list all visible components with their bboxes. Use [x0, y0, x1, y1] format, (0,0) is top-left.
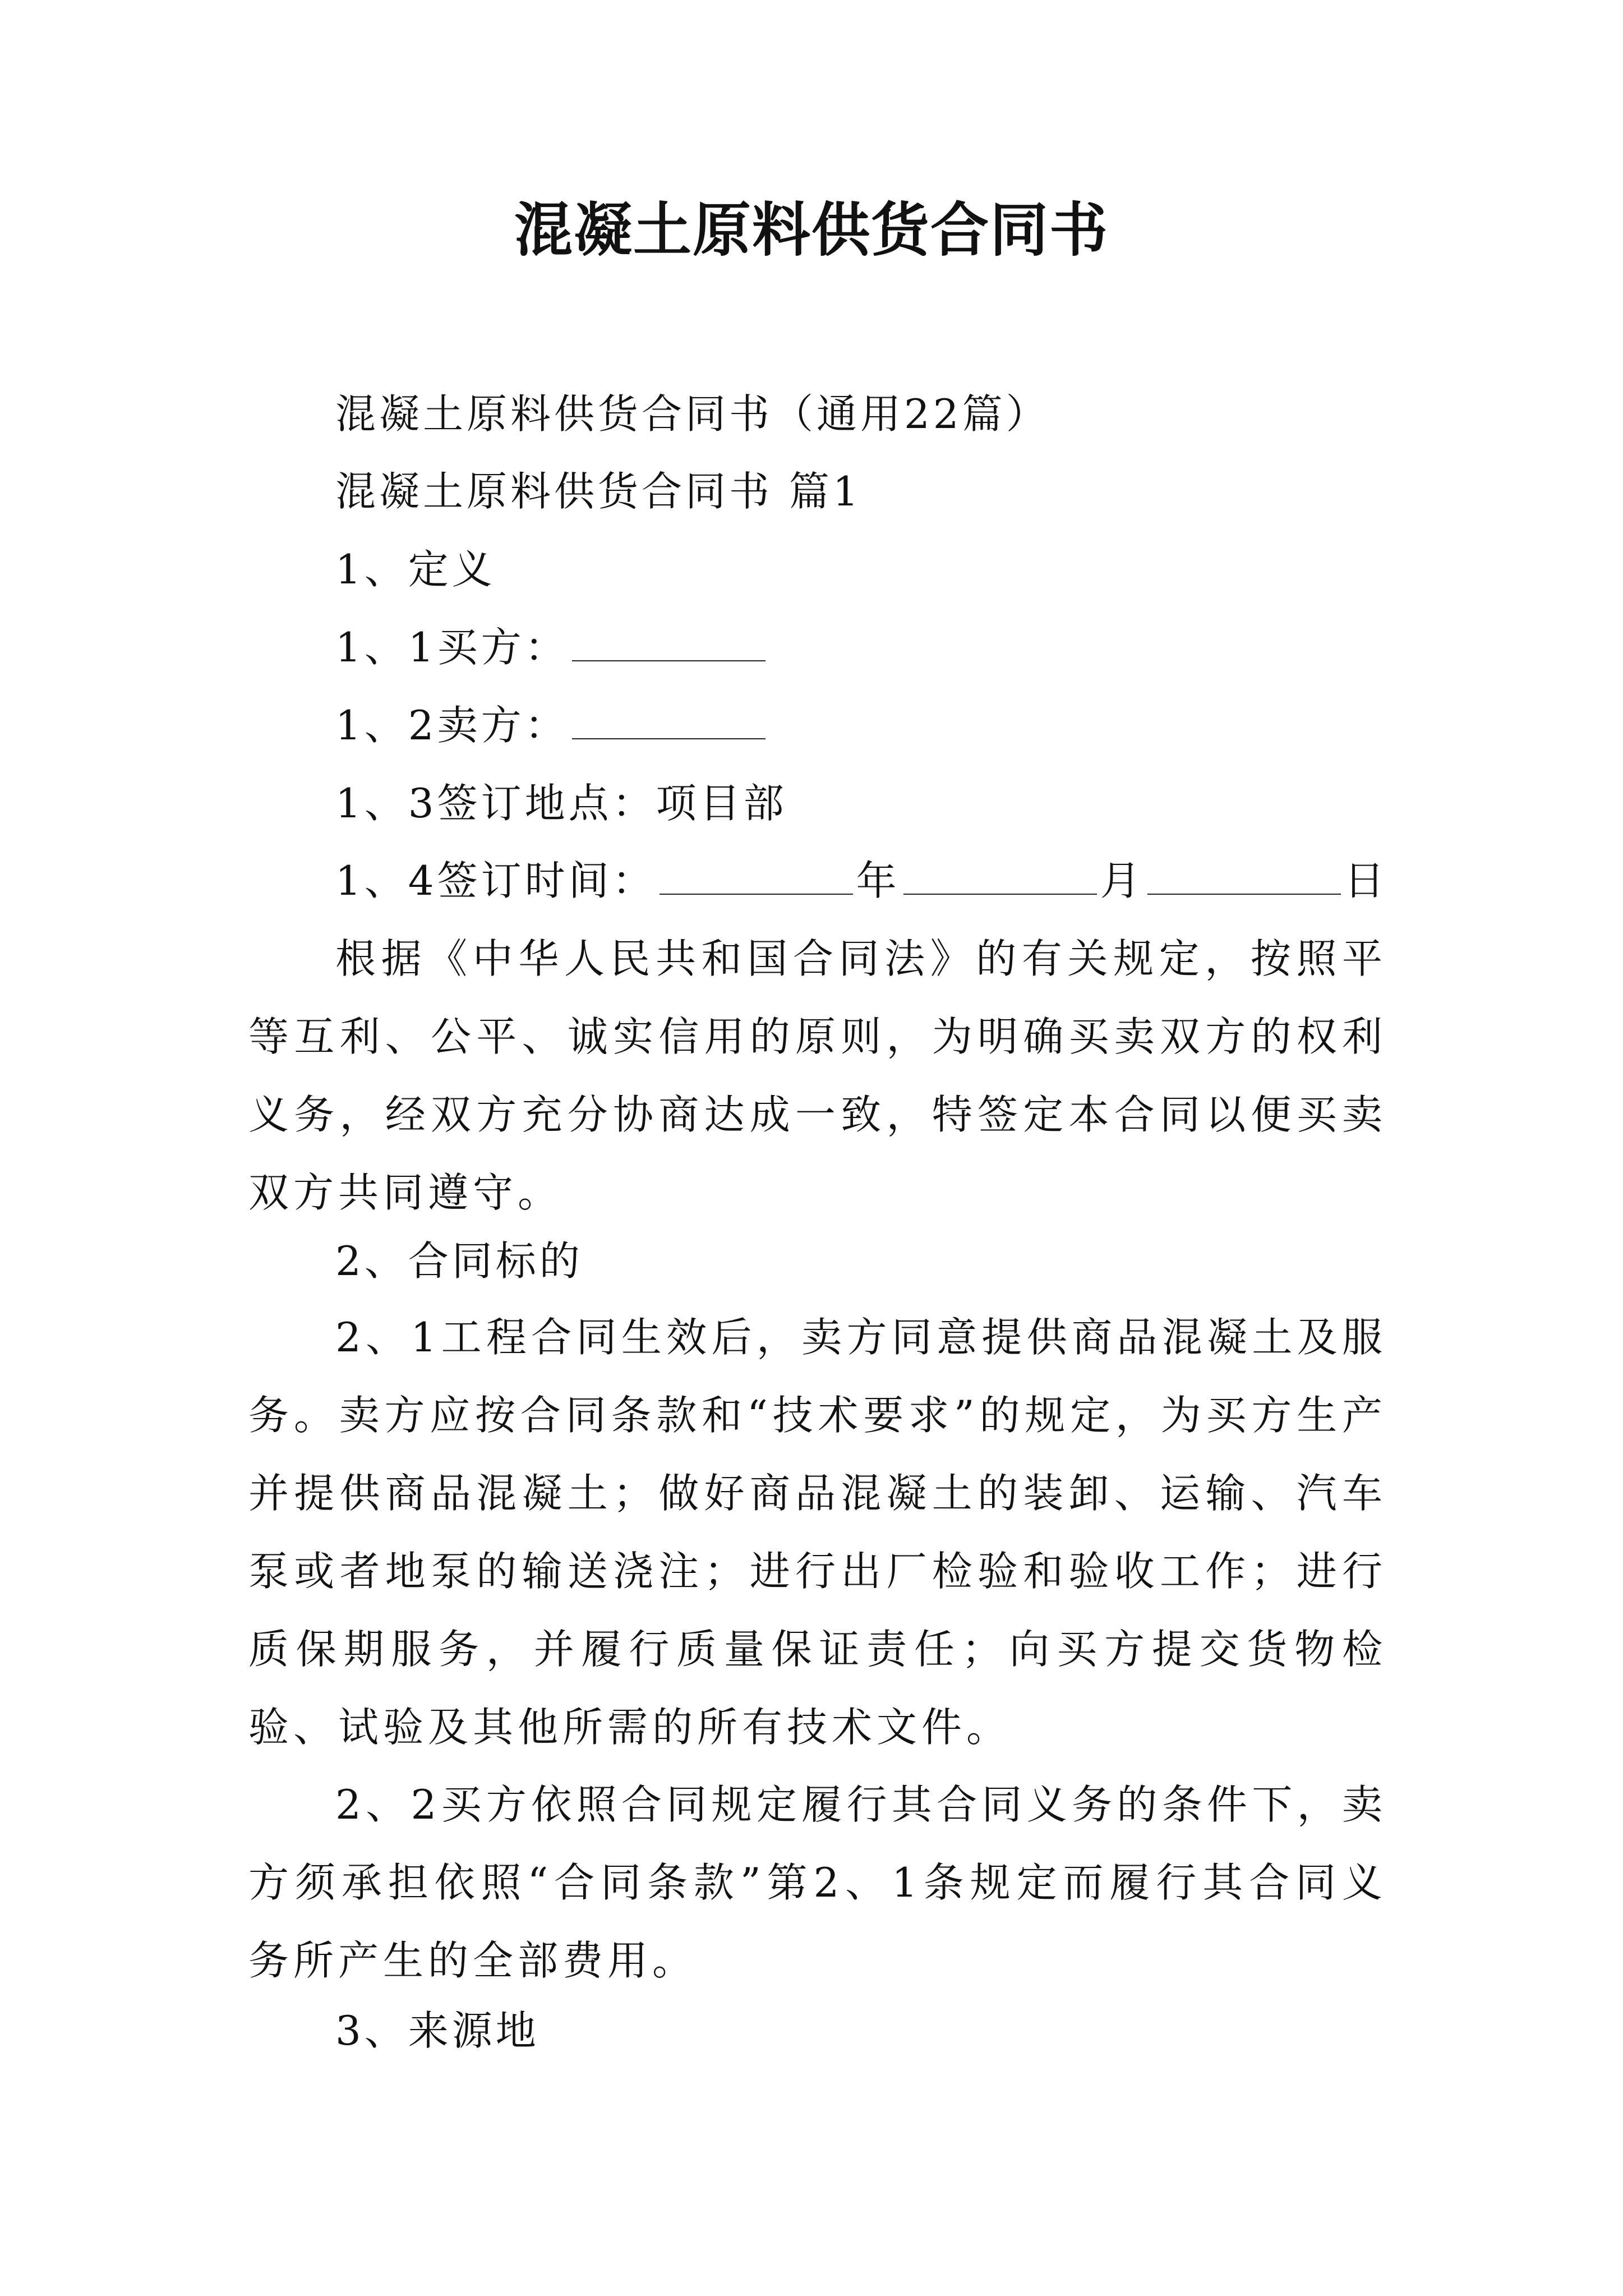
seller-blank — [572, 699, 766, 739]
buyer-line — [335, 619, 769, 675]
day-label: 日 — [1344, 857, 1388, 904]
article-heading: 混凝土原料供货合同书 篇1 — [335, 468, 862, 515]
section-2-heading: 2、合同标的 — [335, 1237, 583, 1285]
preamble-paragraph: 根据《中华人民共和国合同法》的有关规定，按照平等互利、公平、诚实信用的原则，为明确买卖双方的权利义务，经双方充分协商达成一致，特签定本合同以便买卖双方共同遵守。 — [248, 935, 1387, 1216]
day-blank — [1147, 854, 1341, 895]
buyer-label: 1、1买方： — [335, 624, 569, 671]
signing-date-line — [335, 853, 1388, 909]
year-label: 年 — [856, 857, 900, 904]
buyer-blank — [572, 621, 766, 661]
seller-label: 1、2卖方： — [335, 702, 569, 749]
document-subtitle: 混凝土原料供货合同书（通用22篇） — [335, 390, 1050, 438]
signing-place: 1、3签订地点：项目部 — [335, 780, 787, 827]
section-1-heading: 1、定义 — [335, 546, 496, 593]
section-3-heading: 3、来源地 — [335, 2007, 540, 2054]
year-blank — [660, 854, 853, 895]
month-blank — [903, 854, 1097, 895]
seller-line — [335, 697, 769, 753]
document-title: 混凝土原料供货合同书 — [514, 195, 1109, 264]
section-2-2-paragraph: 2、2买方依照合同规定履行其合同义务的条件下，卖方须承担依照“合同条款”第2、1条规定而履行其合同义务所产生的全部费用。 — [248, 1781, 1387, 1984]
signing-date-label: 1、4签订时间： — [335, 857, 656, 904]
month-label: 月 — [1100, 857, 1144, 904]
section-2-1-paragraph: 2、1工程合同生效后，卖方同意提供商品混凝土及服务。卖方应按合同条款和“技术要求”的规定，为买方生产并提供商品混凝土；做好商品混凝土的装卸、运输、汽车泵或者地泵的输送浇注；进行出厂检验和验收工作；进行质保期服务，并履行质量保证责任；向买方提交货物检验、试验及其他所需的所有技术文件。 — [248, 1314, 1387, 1751]
